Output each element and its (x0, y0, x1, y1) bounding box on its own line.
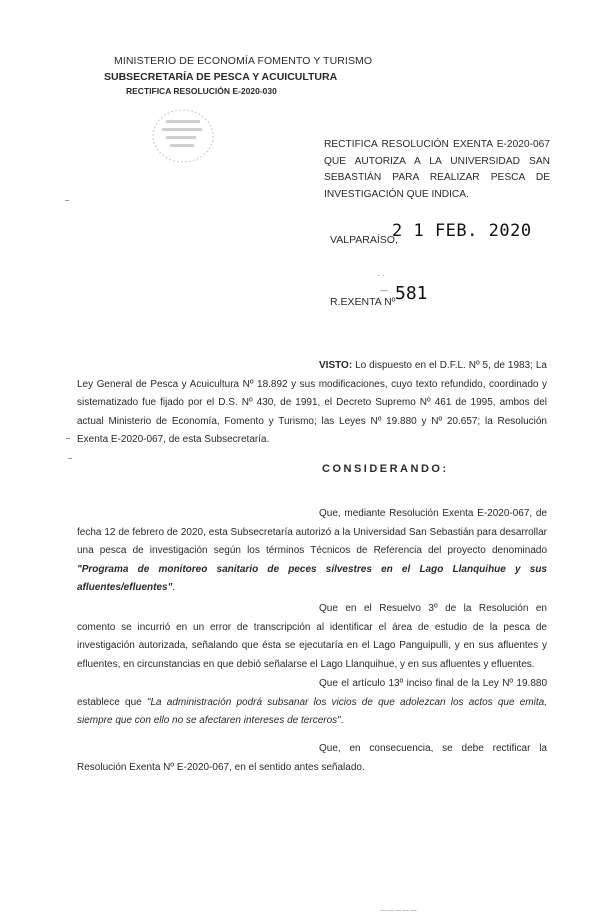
considerando-paragraph-3: Que el artículo 13º inciso final de la Ley Nº 19.880 establece que "La administración podrá subsanar los vicios de que adolezcan los actos que emita, siempre que con ello no se afectaren intereses de terceros". (77, 678, 547, 726)
resolution-number: 581 (395, 283, 428, 304)
visto-text: Lo dispuesto en el D.F.L. Nº 5, de 1983; La Ley General de Pesca y Acuicultura Nº 18.892 y sus modificaciones, cuyo texto refundido, coordinado y sistematizado fue fijado por el D.S. Nº 430, de 1991, el Decreto Supremo Nº 461 de 1995, ambos del actual Ministerio de Economía, Fomento y Turismo; las Leyes Nº 19.880 y Nº 20.657; la Resolución Exenta E-2020-067, de esta Subsecretaría. (77, 360, 547, 445)
project-name: "Programa de monitoreo sanitario de peces silvestres en el Lago Llanquihue y sus afluentes/efluentes" (77, 563, 547, 593)
scan-dots: · · (377, 271, 385, 280)
scan-margin-mark (65, 200, 69, 201)
considerando-heading: CONSIDERANDO: (322, 463, 449, 475)
resolution-number-label: R.EXENTA Nº (330, 296, 396, 308)
subsecretaria-header: SUBSECRETARÍA DE PESCA Y ACUICULTURA (104, 71, 338, 83)
resolution-date: 2 1 FEB. 2020 (392, 221, 532, 241)
reference-header: RECTIFICA RESOLUCIÓN E-2020-030 (126, 86, 277, 96)
visto-label: VISTO: (319, 360, 353, 371)
law-quote: "La administración podrá subsanar los vicios de que adolezcan los actos que emita, siempre que con ello no se afectaren intereses de terceros" (77, 696, 547, 726)
faded-stamp-seal (148, 106, 218, 166)
ministry-header: MINISTERIO DE ECONOMÍA FOMENTO Y TURISMO (114, 55, 373, 67)
scan-margin-mark (66, 438, 70, 439)
scan-margin-mark (68, 458, 72, 459)
considerando-paragraph-4: Que, en consecuencia, se debe rectificar la Resolución Exenta Nº E-2020-067, en el sentido antes señalado. (77, 743, 547, 773)
scan-footer-mark: — — — — — (380, 908, 417, 914)
visto-paragraph (77, 357, 547, 450)
scan-dots: — (380, 286, 388, 295)
considerando-paragraph-1: Que, mediante Resolución Exenta E-2020-067, de fecha 12 de febrero de 2020, esta Subsecretaría autorizó a la Universidad San Sebastián para desarrollar una pesca de investigación según los términos Técnicos de Referencia del proyecto denominado "Programa de monitoreo sanitario de peces silvestres en el Lago Llanquihue y sus afluentes/efluentes". (77, 508, 547, 593)
considerando-paragraph-2: Que en el Resuelvo 3º de la Resolución en comento se incurrió en un error de transcripción al identificar el área de estudio de la pesca de investigación autorizada, señalando que ésta se ejecutaría en el Lago Panguipulli, y en sus afluentes y efluentes, en circunstancias en que debió señalarse el Lago Llanquihue, y en sus afluentes y efluentes. (77, 603, 547, 670)
place-label: VALPARAÍSO, (330, 234, 398, 246)
resolution-subject: RECTIFICA RESOLUCIÓN EXENTA E-2020-067 QUE AUTORIZA A LA UNIVERSIDAD SAN SEBASTIÁN PARA REALIZAR PESCA DE INVESTIGACIÓN QUE INDICA. (324, 139, 550, 200)
